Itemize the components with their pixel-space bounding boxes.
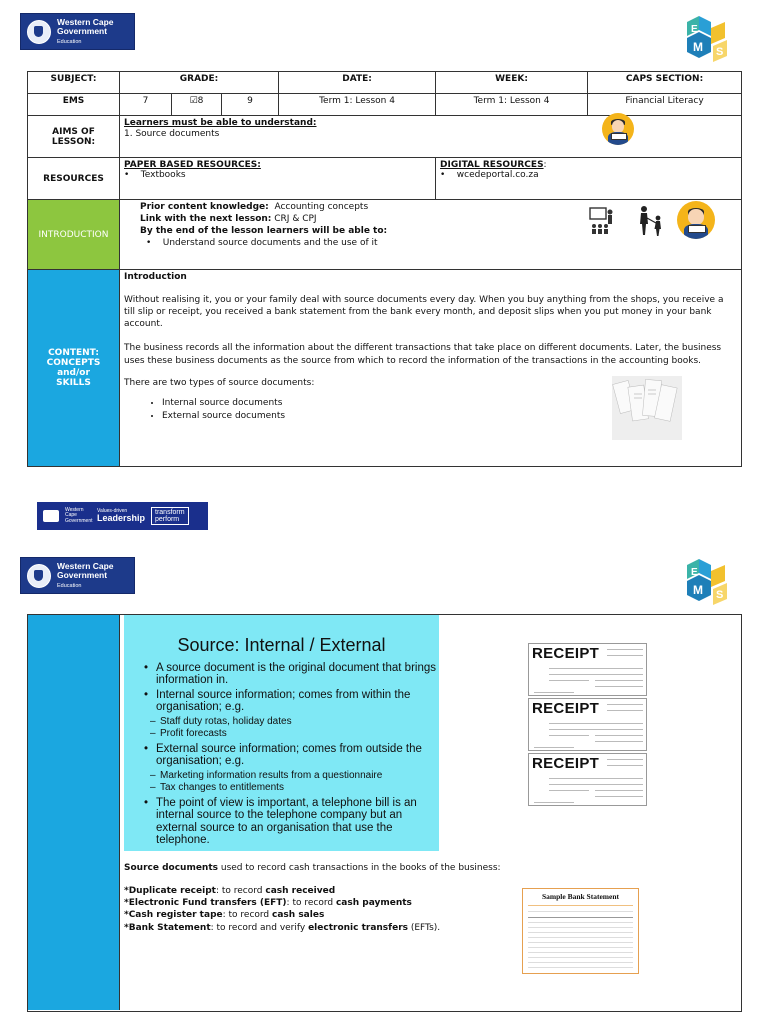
list-item: • Internal source information; comes from within the organisation; e.g. xyxy=(156,689,439,713)
content-heading: Introduction xyxy=(124,272,187,282)
wcg-logo-page2: Western Cape Government Education xyxy=(20,557,135,594)
ems-letter-s: S xyxy=(716,46,724,58)
content-label: CONTENT: CONCEPTS and/or SKILLS xyxy=(28,270,120,467)
next-lesson-label: Link with the next lesson: xyxy=(140,214,272,224)
grade-8-checked: ☑8 xyxy=(172,94,222,116)
receipts-photo-icon xyxy=(612,376,682,440)
list-item: *Cash register tape: to record cash sales xyxy=(124,910,325,921)
svg-text:M: M xyxy=(693,583,703,597)
aims-heading: Learners must be able to understand: xyxy=(124,118,317,128)
aims-item: 1. Source documents xyxy=(124,129,220,139)
grade-9: 9 xyxy=(222,94,279,116)
banner-values-text: Values-driven xyxy=(97,507,128,514)
resources-label: RESOURCES xyxy=(28,158,120,200)
receipt-sample-1: RECEIPT xyxy=(528,643,647,696)
slide-title: Source: Internal / External xyxy=(177,635,386,655)
list-item: – Marketing information results from a questionnaire xyxy=(160,770,439,782)
learner-reading-icon-2 xyxy=(677,201,715,239)
svg-text:S: S xyxy=(716,589,724,601)
coat-of-arms-icon xyxy=(27,564,51,588)
header-date: DATE: xyxy=(279,72,436,94)
list-item: • A source document is the original document that brings information in. xyxy=(156,662,439,686)
logo-line2: Government xyxy=(57,25,108,36)
list-item: • External source documents xyxy=(162,410,737,423)
resources-row: RESOURCES PAPER BASED RESOURCES: • Textbooks DIGITAL RESOURCES: • wcedeportal.co.za xyxy=(28,158,742,200)
banner-leadership-text: Leadership xyxy=(97,513,146,524)
content-paragraph-3: There are two types of source documents: xyxy=(124,377,315,388)
content-paragraph-1: Without realising it, you or your family deal with source documents every day. When you buy anything from the shops, you receive a till slip or receipt, you received a bank statement from the bank every month, and deposit slips when you put money in your bank account. xyxy=(124,295,724,330)
aims-row xyxy=(28,116,742,158)
svg-text:E: E xyxy=(691,567,698,578)
list-item: – Tax changes to entitlements xyxy=(160,782,439,794)
table-values-row xyxy=(28,94,742,116)
digital-resources-heading: DIGITAL RESOURCES xyxy=(440,160,544,170)
ems-logo-icon-page2 xyxy=(683,551,733,607)
list-item: *Electronic Fund transfers (EFT): to record cash payments xyxy=(124,898,412,909)
logo-line3: Education xyxy=(57,39,82,46)
digital-resources-item: • wcedeportal.co.za xyxy=(440,170,539,180)
content-side-bar xyxy=(28,615,120,1010)
caps-value: Financial Literacy xyxy=(588,94,742,116)
list-item: • Internal source documents xyxy=(162,397,737,410)
list-item: *Duplicate receipt: to record cash received xyxy=(124,886,336,897)
subject-value: EMS xyxy=(28,94,120,116)
banner-small-text: Western Cape Government xyxy=(65,506,93,524)
source-documents-text xyxy=(124,862,524,934)
outcome-item: • Understand source documents and the use of it xyxy=(146,238,378,248)
ems-letter-m: M xyxy=(693,40,703,54)
list-item: • The point of view is important, a telephone bill is an internal source to the telephone company but an external source to an organisation that use the telephone. xyxy=(156,797,439,845)
slide-bullets xyxy=(124,662,439,846)
header-grade: GRADE: xyxy=(120,72,279,94)
list-item: – Profit forecasts xyxy=(160,728,439,740)
next-lesson-value: CRJ & CPJ xyxy=(274,214,317,224)
paper-resources-item: • Textbooks xyxy=(124,170,186,180)
transform-perform-badge: transform perform xyxy=(151,507,189,525)
ems-letter-e: E xyxy=(691,24,698,35)
source-slide xyxy=(124,615,439,851)
introduction-label: INTRODUCTION xyxy=(28,200,120,270)
paper-resources-heading: PAPER BASED RESOURCES: xyxy=(124,160,261,170)
values-leadership-banner xyxy=(37,502,208,530)
header-week: WEEK: xyxy=(436,72,588,94)
header-subject: SUBJECT: xyxy=(28,72,120,94)
grade-7: 7 xyxy=(120,94,172,116)
prior-knowledge-value: Accounting concepts xyxy=(274,202,369,212)
wcg-logo xyxy=(20,13,135,50)
teacher-classroom-icon xyxy=(588,206,618,236)
header-caps: CAPS SECTION: xyxy=(588,72,742,94)
week-value: Term 1: Lesson 4 xyxy=(436,94,588,116)
aims-label: AIMS OF LESSON: xyxy=(28,116,120,158)
list-item: – Staff duty rotas, holiday dates xyxy=(160,716,439,728)
list-item: *Bank Statement: to record and verify electronic transfers (EFTs). xyxy=(124,922,441,933)
wcg-crest-small-icon xyxy=(43,510,59,522)
receipt-sample-2: RECEIPT xyxy=(528,698,647,751)
prior-knowledge-label: Prior content knowledge: xyxy=(140,202,269,212)
coat-of-arms-icon xyxy=(27,20,51,44)
parent-child-icon xyxy=(634,204,668,238)
content-paragraph-2: The business records all the information about the different transactions that take place on different documents. Later, the business uses these business documents as the source from which to record the information of the transactions in the accounting books. xyxy=(124,343,722,366)
logo-line1: Western Cape xyxy=(57,16,114,27)
learner-reading-icon xyxy=(602,113,634,145)
ems-logo-icon xyxy=(683,8,733,64)
source-documents-intro: Source documents used to record cash transactions in the books of the business: xyxy=(124,863,501,873)
list-item: • External source information; comes from outside the organisation; e.g. xyxy=(156,743,439,767)
table-header-row xyxy=(28,72,742,94)
bank-statement-sample xyxy=(522,888,639,974)
outcomes-label: By the end of the lesson learners will be able to: xyxy=(140,226,388,236)
bank-statement-title: Sample Bank Statement xyxy=(541,892,620,901)
receipt-sample-3: RECEIPT xyxy=(528,753,647,806)
date-value: Term 1: Lesson 4 xyxy=(279,94,436,116)
